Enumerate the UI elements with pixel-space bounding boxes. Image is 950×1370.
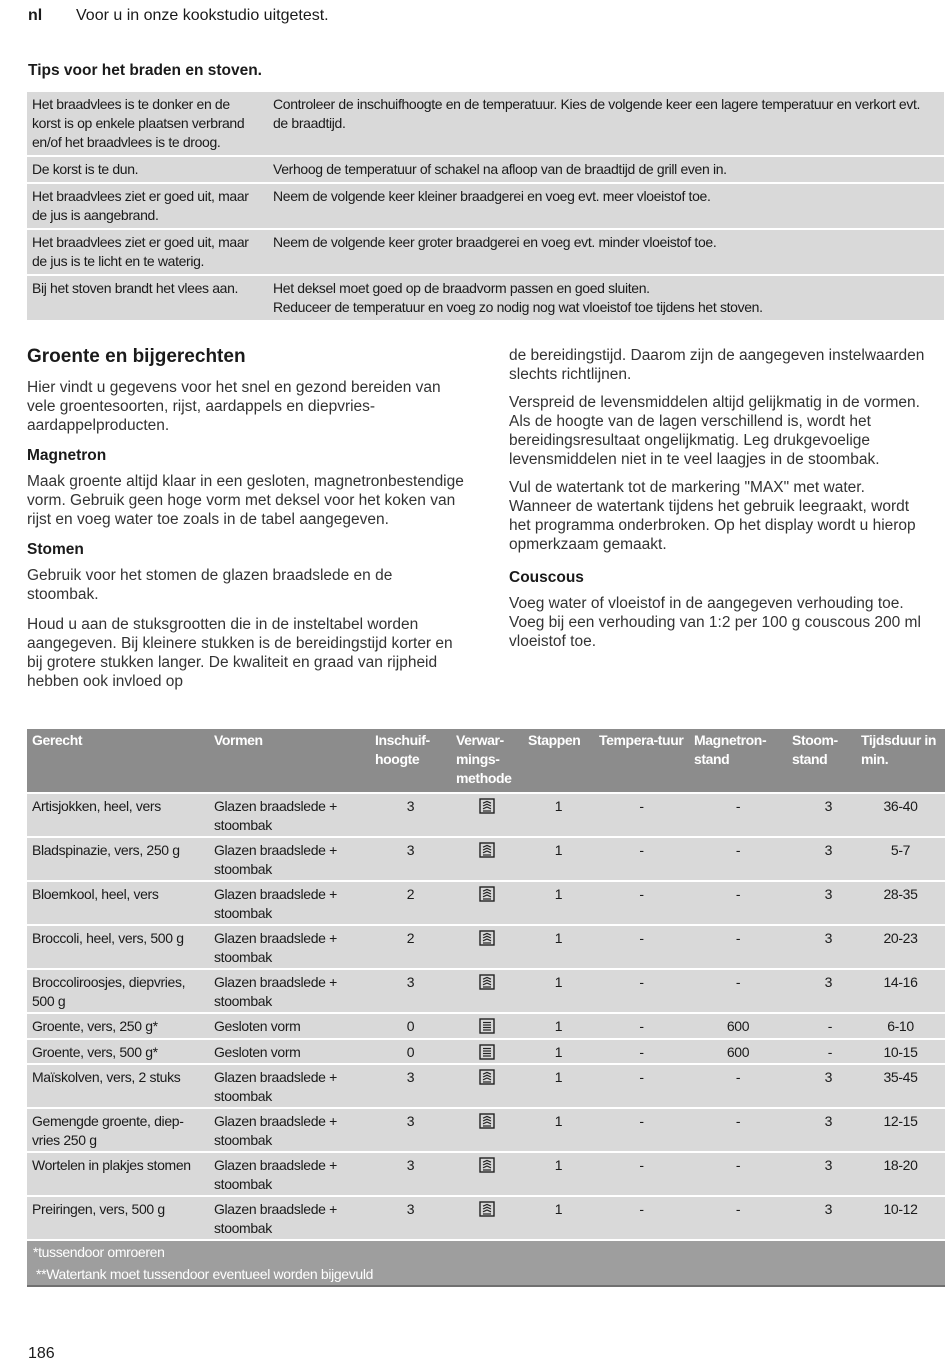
- section-title: Groente en bijgerechten: [27, 346, 246, 367]
- cell-hoogte: 0: [370, 1039, 451, 1065]
- page-number: 186: [28, 1345, 55, 1362]
- cell-stappen: 1: [523, 1039, 594, 1065]
- cell-stappen: 1: [523, 881, 594, 925]
- intro-paragraph: Hier vindt u gegevens voor het snel en gezond bereiden van vele groentesoorten, rijst, aardappels en diepvries-aardappelproducten.: [27, 379, 441, 434]
- microwave-icon: [479, 1018, 495, 1034]
- header-tijd: Tijdsduur in min.: [856, 729, 945, 793]
- text-column-right: [509, 346, 929, 660]
- table-row: [27, 925, 945, 969]
- header-dish: Gerecht: [27, 729, 209, 793]
- cell-temp: -: [594, 1013, 689, 1039]
- cell-stoom: 3: [787, 793, 856, 837]
- table-row: [27, 837, 945, 881]
- cell-dish: Maïskolven, vers, 2 stuks: [27, 1064, 209, 1108]
- table-footnote: *tussendoor omroeren: [27, 1240, 945, 1263]
- cell-methode: [451, 1064, 523, 1108]
- steam-icon: [479, 974, 495, 990]
- tips-row: [27, 183, 944, 229]
- body-paragraph: Verspreid de levensmiddelen altijd gelijkmatig in de vormen. Als de hoogte van de lagen verschillend is, wordt het bereidingsresultaat ongelijkmatig. Leg drukgevoelige levensmiddelen niet in te veel laagjes in de stoombak.: [509, 394, 920, 468]
- cell-stoom: -: [787, 1039, 856, 1065]
- cell-methode: [451, 881, 523, 925]
- stomen-heading: Stomen: [27, 541, 84, 558]
- table-footnote-row: [27, 1263, 945, 1286]
- cell-stappen: 1: [523, 1064, 594, 1108]
- cell-stappen: 1: [523, 1152, 594, 1196]
- cell-magnetron: 600: [689, 1013, 787, 1039]
- tips-row: [27, 92, 944, 156]
- cell-vorm: Glazen braadslede + stoombak: [209, 837, 370, 881]
- cell-vorm: Glazen braadslede + stoombak: [209, 1108, 370, 1152]
- body-paragraph: Vul de watertank tot de markering "MAX" met water. Wanneer de watertank tijdens het gebruik leegraakt, wordt het programma onderbroken. Op het display wordt u hierop opmerkzaam gemaakt.: [509, 479, 916, 553]
- cell-magnetron: -: [689, 1108, 787, 1152]
- cell-methode: [451, 925, 523, 969]
- tips-solution-line: Het deksel moet goed op de braadvorm passen en goed sluiten.: [273, 280, 650, 296]
- cell-tijd: 6-10: [856, 1013, 945, 1039]
- cell-temp: -: [594, 1196, 689, 1240]
- table-row: [27, 881, 945, 925]
- steam-icon: [479, 886, 495, 902]
- cell-magnetron: 600: [689, 1039, 787, 1065]
- cell-stappen: 1: [523, 793, 594, 837]
- tips-solution-line: Reduceer de temperatuur en voeg zo nodig nog wat vloeistof toe tijdens het stoven.: [273, 299, 763, 315]
- cell-stoom: 3: [787, 881, 856, 925]
- header-stoom: Stoom-stand: [787, 729, 856, 793]
- cell-stoom: 3: [787, 1108, 856, 1152]
- cell-methode: [451, 969, 523, 1013]
- cell-temp: -: [594, 837, 689, 881]
- microwave-icon: [479, 1044, 495, 1060]
- cell-tijd: 10-15: [856, 1039, 945, 1065]
- tips-problem: De korst is te dun.: [27, 156, 267, 183]
- language-code: nl: [28, 7, 43, 24]
- cell-temp: -: [594, 793, 689, 837]
- cell-vorm: Glazen braadslede + stoombak: [209, 925, 370, 969]
- tips-solution: Neem de volgende keer groter braadgerei en voeg evt. minder vloeistof toe.: [267, 229, 944, 275]
- settings-table: [27, 729, 945, 1287]
- cell-hoogte: 3: [370, 1108, 451, 1152]
- cell-hoogte: 2: [370, 925, 451, 969]
- cell-vorm: Glazen braadslede + stoombak: [209, 1196, 370, 1240]
- steam-icon: [479, 798, 495, 814]
- table-row: [27, 1064, 945, 1108]
- cell-methode: [451, 1152, 523, 1196]
- tips-row: [27, 275, 944, 321]
- cell-methode: [451, 1039, 523, 1065]
- tips-solution: Neem de volgende keer kleiner braadgerei en voeg evt. meer vloeistof toe.: [267, 183, 944, 229]
- cell-stoom: -: [787, 1013, 856, 1039]
- cell-temp: -: [594, 881, 689, 925]
- cell-stoom: 3: [787, 837, 856, 881]
- cell-stappen: 1: [523, 1196, 594, 1240]
- cell-hoogte: 3: [370, 793, 451, 837]
- cell-dish: Bladspinazie, vers, 250 g: [27, 837, 209, 881]
- table-footnote-row: [27, 1240, 945, 1263]
- tips-solution: Controleer de inschuifhoogte en de temperatuur. Kies de volgende keer een lagere temperatuur en verkort evt. de braadtijd.: [267, 92, 944, 156]
- cell-stoom: 3: [787, 1064, 856, 1108]
- text-column-left: [27, 345, 467, 702]
- cell-tijd: 20-23: [856, 925, 945, 969]
- cell-methode: [451, 1108, 523, 1152]
- header-methode: Verwar-mings-methode: [451, 729, 523, 793]
- cell-magnetron: -: [689, 1152, 787, 1196]
- header-magnetron: Magnetron-stand: [689, 729, 787, 793]
- cell-hoogte: 2: [370, 881, 451, 925]
- cell-dish: Gemengde groente, diep-vries 250 g: [27, 1108, 209, 1152]
- cell-stoom: 3: [787, 925, 856, 969]
- cell-magnetron: -: [689, 1064, 787, 1108]
- steam-icon: [479, 1157, 495, 1173]
- cell-vorm: Gesloten vorm: [209, 1039, 370, 1065]
- table-row: [27, 1196, 945, 1240]
- cell-hoogte: 3: [370, 837, 451, 881]
- tips-problem: Het braadvlees ziet er goed uit, maar de jus is te licht en te waterig.: [27, 229, 267, 275]
- tips-row: [27, 229, 944, 275]
- header-stappen: Stappen: [523, 729, 594, 793]
- header-hoogte: Inschuif-hoogte: [370, 729, 451, 793]
- tips-problem: Bij het stoven brandt het vlees aan.: [27, 275, 267, 321]
- cell-stappen: 1: [523, 1013, 594, 1039]
- cell-hoogte: 0: [370, 1013, 451, 1039]
- table-row: [27, 1152, 945, 1196]
- tips-title: Tips voor het braden en stoven.: [28, 62, 262, 79]
- cell-dish: Wortelen in plakjes stomen: [27, 1152, 209, 1196]
- cell-magnetron: -: [689, 793, 787, 837]
- tips-problem: Het braadvlees is te donker en de korst is op enkele plaatsen verbrand en/of het braadvlees is te droog.: [27, 92, 267, 156]
- cell-tijd: 10-12: [856, 1196, 945, 1240]
- cell-dish: Preiringen, vers, 500 g: [27, 1196, 209, 1240]
- cell-magnetron: -: [689, 837, 787, 881]
- steam-icon: [479, 842, 495, 858]
- cell-dish: Broccoli, heel, vers, 500 g: [27, 925, 209, 969]
- cell-tijd: 28-35: [856, 881, 945, 925]
- cell-tijd: 36-40: [856, 793, 945, 837]
- cell-tijd: 12-15: [856, 1108, 945, 1152]
- magnetron-heading: Magnetron: [27, 447, 107, 464]
- cell-dish: Bloemkool, heel, vers: [27, 881, 209, 925]
- cell-dish: Groente, vers, 250 g*: [27, 1013, 209, 1039]
- cell-methode: [451, 837, 523, 881]
- stomen-paragraph: Gebruik voor het stomen de glazen braadslede en de stoombak.: [27, 567, 393, 603]
- tips-solution: Verhoog de temperatuur of schakel na afloop van de braadtijd de grill even in.: [267, 156, 944, 183]
- tips-table: [27, 92, 944, 322]
- steam-icon: [479, 1113, 495, 1129]
- cell-temp: -: [594, 1108, 689, 1152]
- cell-stoom: 3: [787, 1152, 856, 1196]
- cell-vorm: Glazen braadslede + stoombak: [209, 1152, 370, 1196]
- cell-hoogte: 3: [370, 1152, 451, 1196]
- cell-vorm: Glazen braadslede + stoombak: [209, 1064, 370, 1108]
- cell-hoogte: 3: [370, 1196, 451, 1240]
- header-title: Voor u in onze kookstudio uitgetest.: [76, 7, 329, 24]
- cell-temp: -: [594, 969, 689, 1013]
- cell-hoogte: 3: [370, 969, 451, 1013]
- cell-temp: -: [594, 925, 689, 969]
- cell-magnetron: -: [689, 1196, 787, 1240]
- table-header-row: [27, 729, 945, 793]
- cell-methode: [451, 793, 523, 837]
- table-footnote: **Watertank moet tussendoor eventueel worden bijgevuld: [27, 1263, 945, 1286]
- cell-stoom: 3: [787, 1196, 856, 1240]
- cell-vorm: Glazen braadslede + stoombak: [209, 969, 370, 1013]
- cell-stappen: 1: [523, 1108, 594, 1152]
- cell-vorm: Gesloten vorm: [209, 1013, 370, 1039]
- steam-icon: [479, 930, 495, 946]
- body-paragraph: de bereidingstijd. Daarom zijn de aangegeven instelwaarden slechts richtlijnen.: [509, 347, 925, 383]
- cell-temp: -: [594, 1064, 689, 1108]
- cell-dish: Artisjokken, heel, vers: [27, 793, 209, 837]
- stomen-paragraph: Houd u aan de stuksgrootten die in de insteltabel worden aangegeven. Bij kleinere stukken is de bereidingstijd korter en bij grotere stukken langer. De kwaliteit en graad van rijpheid hebben ook invloed op: [27, 616, 453, 690]
- cell-tijd: 35-45: [856, 1064, 945, 1108]
- tips-row: [27, 156, 944, 183]
- header-vorm: Vormen: [209, 729, 370, 793]
- couscous-paragraph: Voeg water of vloeistof in de aangegeven verhouding toe. Voeg bij een verhouding van 1:2 per 100 g couscous 200 ml vloeistof toe.: [509, 595, 921, 650]
- tips-solution: [267, 275, 944, 321]
- header-temp: Tempera-tuur: [594, 729, 689, 793]
- table-row: [27, 969, 945, 1013]
- cell-tijd: 5-7: [856, 837, 945, 881]
- cell-magnetron: -: [689, 925, 787, 969]
- cell-tijd: 18-20: [856, 1152, 945, 1196]
- cell-magnetron: -: [689, 969, 787, 1013]
- table-row: [27, 1013, 945, 1039]
- cell-dish: Broccoliroosjes, diepvries, 500 g: [27, 969, 209, 1013]
- cell-dish: Groente, vers, 500 g*: [27, 1039, 209, 1065]
- cell-tijd: 14-16: [856, 969, 945, 1013]
- table-row: [27, 793, 945, 837]
- table-row: [27, 1039, 945, 1065]
- table-row: [27, 1108, 945, 1152]
- cell-temp: -: [594, 1152, 689, 1196]
- cell-stoom: 3: [787, 969, 856, 1013]
- cell-stappen: 1: [523, 837, 594, 881]
- cell-magnetron: -: [689, 881, 787, 925]
- cell-hoogte: 3: [370, 1064, 451, 1108]
- cell-methode: [451, 1013, 523, 1039]
- tips-problem: Het braadvlees ziet er goed uit, maar de jus is aangebrand.: [27, 183, 267, 229]
- cell-vorm: Glazen braadslede + stoombak: [209, 793, 370, 837]
- cell-methode: [451, 1196, 523, 1240]
- steam-icon: [479, 1201, 495, 1217]
- cell-temp: -: [594, 1039, 689, 1065]
- cell-stappen: 1: [523, 925, 594, 969]
- cell-stappen: 1: [523, 969, 594, 1013]
- steam-icon: [479, 1069, 495, 1085]
- couscous-heading: Couscous: [509, 569, 584, 586]
- cell-vorm: Glazen braadslede + stoombak: [209, 881, 370, 925]
- magnetron-paragraph: Maak groente altijd klaar in een gesloten, magnetronbestendige vorm. Gebruik geen hoge vorm met deksel voor het koken van rijst en voeg water toe zoals in de tabel aangegeven.: [27, 473, 464, 528]
